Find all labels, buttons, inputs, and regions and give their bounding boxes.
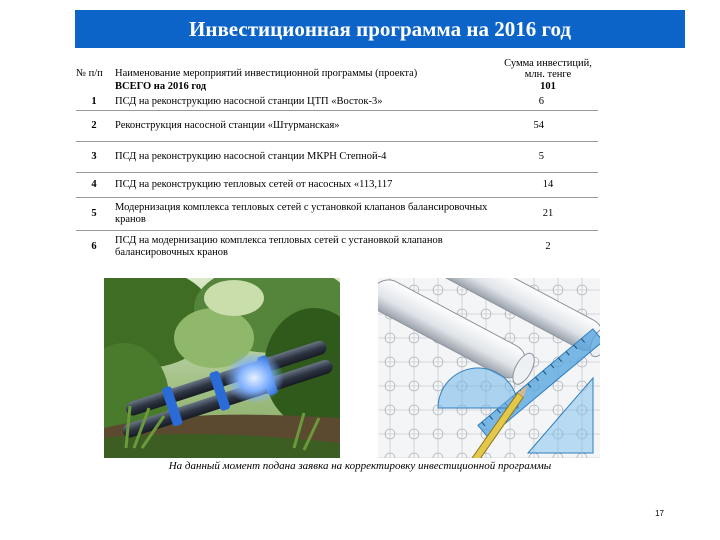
total-label: ВСЕГО на 2016 год [115,81,207,92]
row-value: 5 [498,142,598,173]
title-banner [75,10,685,48]
page-title: Инвестиционная программа на 2016 год [189,16,571,41]
pipes-photo-graphic [104,278,340,458]
row-name: Модернизация комплекса тепловых сетей с установкой клапанов балансировочных кранов [112,198,498,231]
row-name: ПСД на модернизацию комплекса тепловых сетей с установкой клапанов балансировочных кранов [112,231,498,264]
table-row [76,111,598,142]
row-num: 6 [76,231,112,264]
row-num: 1 [91,96,97,107]
page-number: 17 [655,509,664,518]
row-name: ПСД на реконструкцию насосной станции ЦТП «Восток-3» [115,96,383,107]
status-note: На данный момент подана заявка на корректировку инвестиционной программы [168,460,552,472]
table-header-row [76,58,598,80]
row-name: ПСД на реконструкцию тепловых сетей от насосных «113,117 [112,173,498,198]
pipes-photo [104,278,340,458]
total-value: 101 [540,81,556,92]
row-name: ПСД на реконструкцию насосной станции МКРН Степной-4 [112,142,498,173]
row-value: 2 [498,231,598,264]
row-value: 54 [498,111,598,142]
row-num: 5 [76,198,112,231]
row-num: 2 [76,111,112,142]
table-row [76,198,598,231]
header-name: Наименование мероприятий инвестиционной программы (проекта) [115,68,418,79]
row-name: Реконструкция насосной станции «Штурманская» [112,111,498,142]
blueprints-photo [378,278,600,458]
table-row [76,142,598,173]
row-num: 3 [76,142,112,173]
table-row [76,173,598,198]
table-row [76,94,598,111]
row-value: 6 [538,96,544,107]
header-num: № п/п [76,68,103,79]
row-num: 4 [76,173,112,198]
blueprints-photo-graphic [378,278,600,458]
investment-table [76,58,598,263]
total-row [76,80,598,94]
table-row [76,231,598,264]
header-sum: Сумма инвестиций, млн. тенге [504,58,592,80]
row-value: 14 [498,173,598,198]
row-value: 21 [498,198,598,231]
